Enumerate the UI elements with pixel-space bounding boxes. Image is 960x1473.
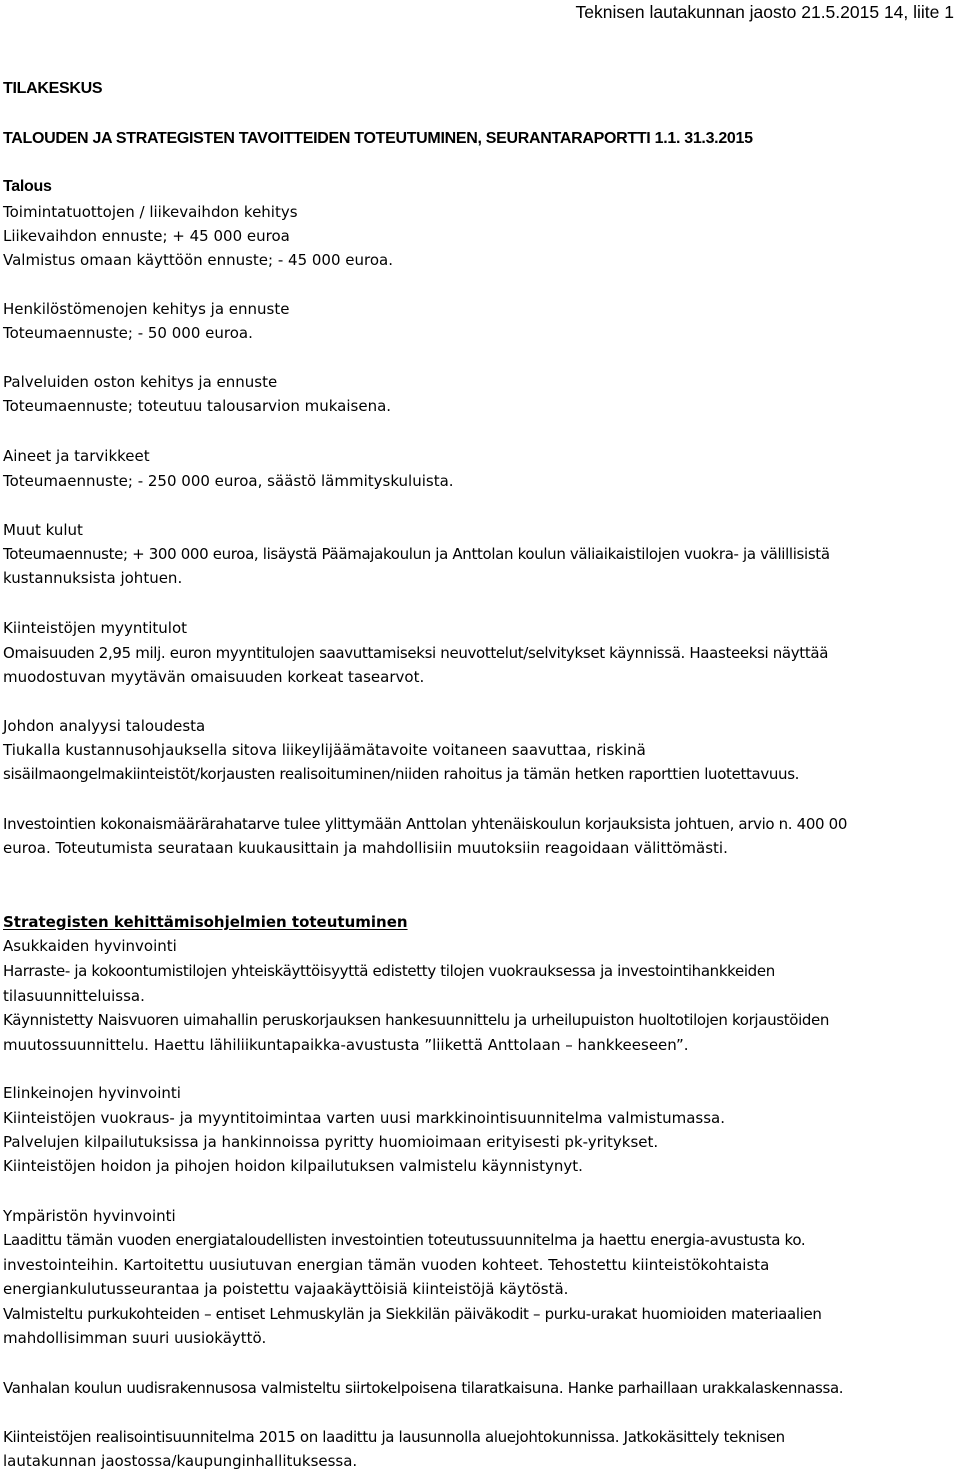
talous-subheading: Palveluiden oston kehitys ja ennuste — [3, 373, 278, 391]
talous-line: Toimintatuottojen / liikevaihdon kehitys — [3, 203, 298, 221]
talous-line: Tiukalla kustannusohjauksella sitova liikeylijäämätavoite voitaneen saavuttaa, riskinä — [3, 741, 646, 759]
strategy-line: Käynnistetty Naisvuoren uimahallin peruskorjauksen hankesuunnittelu ja urheilupuiston huoltotilojen korjaustöiden — [3, 1011, 830, 1029]
strategy-line: Valmisteltu purkukohteiden – entiset Lehmuskylän ja Siekkilän päiväkodit – purku-urakat huomioiden materiaalien — [3, 1305, 822, 1323]
document-header: Teknisen lautakunnan jaosto 21.5.2015 14, liite 1 — [575, 2, 954, 22]
talous-line: Toteumaennuste; - 50 000 euroa. — [3, 324, 253, 342]
strategy-line: lautakunnan jaostossa/kaupunginhallituksessa. — [3, 1452, 358, 1470]
talous-line: Liikevaihdon ennuste; + 45 000 euroa — [3, 227, 290, 245]
strategy-line: Kiinteistöjen realisointisuunnitelma 2015 on laadittu ja lausunnolla aluejohtokunnissa. Jatkokäsittely teknisen — [3, 1428, 785, 1446]
talous-line: muodostuvan myytävän omaisuuden korkeat tasearvot. — [3, 668, 425, 686]
talous-subheading: Henkilöstömenojen kehitys ja ennuste — [3, 300, 290, 318]
report-title: TALOUDEN JA STRATEGISTEN TAVOITTEIDEN TOTEUTUMINEN, SEURANTARAPORTTI 1.1. 31.3.2015 — [3, 130, 753, 147]
strategy-line: Laadittu tämän vuoden energiataloudellisten investointien toteutussuunnitelma ja haettu energia-avustusta ko. — [3, 1231, 806, 1249]
talous-line: Valmistus omaan käyttöön ennuste; - 45 000 euroa. — [3, 251, 393, 269]
strategy-line: energiankulutusseurantaa ja poistettu vajaakäyttöisiä kiinteistöjä käytöstä. — [3, 1280, 569, 1298]
strategy-line: Kiinteistöjen hoidon ja pihojen hoidon kilpailutuksen valmistelu käynnistynyt. — [3, 1157, 583, 1175]
talous-line: euroa. Toteutumista seurataan kuukausittain ja mahdollisiin muutoksiin reagoidaan välittömästi. — [3, 839, 728, 857]
strategy-line: investointeihin. Kartoitettu uusiutuvan energian tämän vuoden kohteet. Tehostettu kiinteistökohtaista — [3, 1256, 770, 1274]
strategy-line: Harraste- ja kokoontumistilojen yhteiskäyttöisyyttä edistetty tilojen vuokrauksessa ja investointihankkeiden — [3, 962, 775, 980]
strategy-line: tilasuunnitteluissa. — [3, 987, 145, 1005]
strategy-line: muutossuunnittelu. Haettu lähiliikuntapaikka-avustusta ”liikettä Anttolaan – hankkeeseen”. — [3, 1036, 689, 1054]
org-name: TILAKESKUS — [3, 80, 103, 97]
strategy-line: Kiinteistöjen vuokraus- ja myyntitoimintaa varten uusi markkinointisuunnitelma valmistumassa. — [3, 1109, 725, 1127]
talous-subheading: Muut kulut — [3, 521, 83, 539]
talous-line: Toteumaennuste; - 250 000 euroa, säästö lämmityskuluista. — [3, 472, 454, 490]
strategy-heading: Strategisten kehittämisohjelmien toteutuminen — [3, 913, 408, 931]
talous-line: kustannuksista johtuen. — [3, 569, 183, 587]
talous-line: Omaisuuden 2,95 milj. euron myyntitulojen saavuttamiseksi neuvottelut/selvitykset käynnissä. Haasteeksi näyttää — [3, 644, 829, 662]
talous-line: Investointien kokonaismäärärahatarve tulee ylittymään Anttolan yhtenäiskoulun korjauksista johtuen, arvio n. 400 00 — [3, 815, 848, 833]
talous-subheading: Aineet ja tarvikkeet — [3, 447, 150, 465]
strategy-line: mahdollisimman suuri uusiokäyttö. — [3, 1329, 267, 1347]
talous-line: Toteumaennuste; toteutuu talousarvion mukaisena. — [3, 397, 392, 415]
talous-subheading: Kiinteistöjen myyntitulot — [3, 619, 188, 637]
talous-subheading: Johdon analyysi taloudesta — [3, 717, 206, 735]
strategy-line: Vanhalan koulun uudisrakennusosa valmisteltu siirtokelpoisena tilaratkaisuna. Hanke parhaillaan urakkalaskennassa. — [3, 1379, 844, 1397]
talous-line: sisäilmaongelmakiinteistöt/korjausten realisoituminen/niiden rahoitus ja tämän hetken raporttien luotettavuus. — [3, 765, 800, 783]
strategy-subheading: Ympäristön hyvinvointi — [3, 1207, 176, 1225]
talous-heading: Talous — [3, 178, 52, 195]
strategy-subheading: Elinkeinojen hyvinvointi — [3, 1084, 181, 1102]
strategy-subheading: Asukkaiden hyvinvointi — [3, 937, 177, 955]
talous-line: Toteumaennuste; + 300 000 euroa, lisäystä Päämajakoulun ja Anttolan koulun väliaikaistilojen vuokra- ja välillisistä — [3, 545, 830, 563]
strategy-line: Palvelujen kilpailutuksissa ja hankinnoissa pyritty huomioimaan erityisesti pk-yritykset. — [3, 1133, 659, 1151]
